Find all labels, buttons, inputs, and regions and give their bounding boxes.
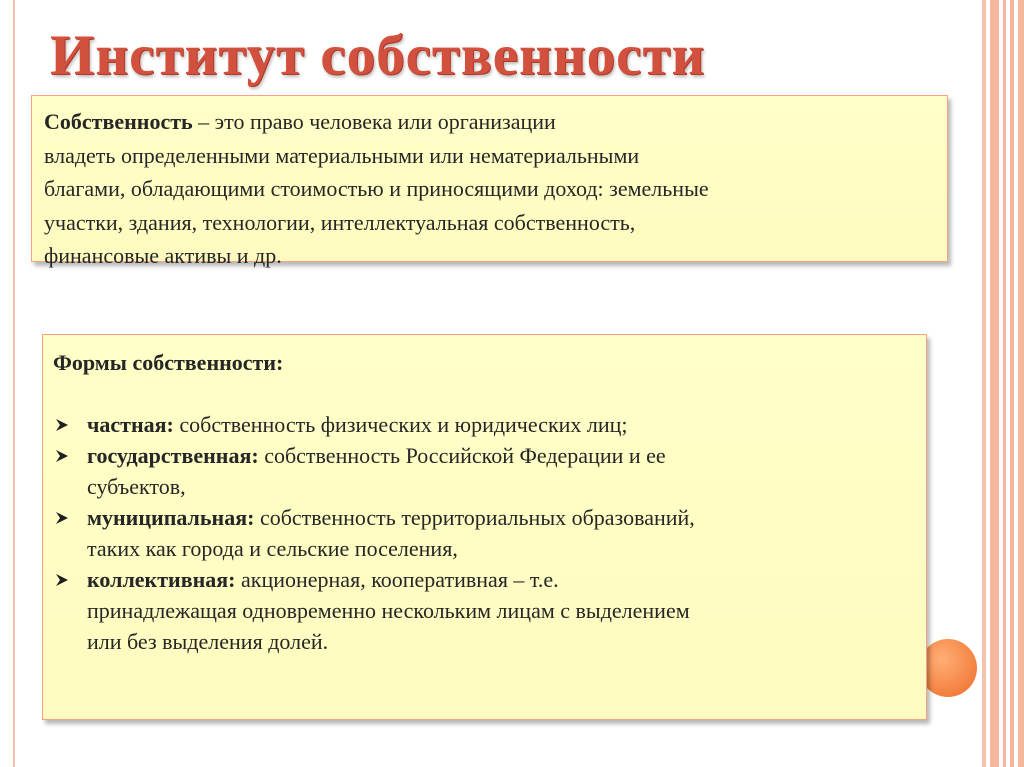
slide-title: Институт собственности	[50, 24, 706, 87]
form-term: муниципальная:	[87, 505, 255, 530]
definition-box	[31, 95, 948, 268]
definition-text: – это право человека или организации	[192, 109, 556, 134]
arrow-bullet-icon	[55, 409, 77, 440]
form-text: собственность физических и юридических лиц;	[173, 412, 628, 437]
form-term: коллективная:	[87, 567, 236, 592]
definition-line: благами, обладающими стоимостью и приносящими доход: земельные	[44, 176, 709, 201]
list-item-line: принадлежащая одновременно нескольким лицам с выделением	[87, 598, 690, 623]
form-text: собственность территориальных образований,	[254, 505, 695, 530]
definition-line: владеть определенными материальными или нематериальными	[44, 142, 640, 168]
list-item-line: таких как города и сельские поселения,	[87, 536, 458, 561]
forms-box	[42, 334, 927, 720]
definition-term: Собственность	[44, 109, 193, 134]
list-item-line	[87, 502, 916, 533]
list-item	[53, 440, 916, 502]
decor-stripe	[982, 0, 986, 767]
decor-stripe	[1018, 0, 1024, 767]
decor-stripe	[1003, 0, 1006, 767]
decor-circle	[919, 639, 977, 697]
list-item	[53, 409, 916, 440]
decor-stripe	[990, 0, 999, 767]
definition-line	[44, 105, 933, 139]
list-item	[53, 564, 916, 657]
forms-list	[53, 409, 916, 657]
definition-line: финансовые активы и др.	[44, 243, 282, 268]
form-text: собственность Российской Федерации и ее	[258, 443, 666, 468]
list-item-line: или без выделения долей.	[87, 629, 329, 654]
decor-stripe	[1010, 0, 1014, 767]
list-item-line	[87, 440, 916, 471]
list-item-line	[87, 564, 916, 595]
list-item-line	[87, 409, 916, 440]
arrow-bullet-icon	[55, 502, 77, 533]
arrow-bullet-icon	[55, 564, 77, 595]
forms-heading: Формы собственности:	[53, 350, 284, 375]
list-item	[53, 502, 916, 564]
list-item-line: субъектов,	[87, 474, 186, 499]
arrow-bullet-icon	[55, 440, 77, 471]
form-text: акционерная, кооперативная – т.е.	[235, 567, 559, 592]
definition-line: участки, здания, технологии, интеллектуальная собственность,	[44, 209, 636, 235]
page-left-edge-line	[13, 0, 15, 767]
form-term: государственная:	[87, 443, 259, 468]
form-term: частная:	[87, 412, 174, 437]
